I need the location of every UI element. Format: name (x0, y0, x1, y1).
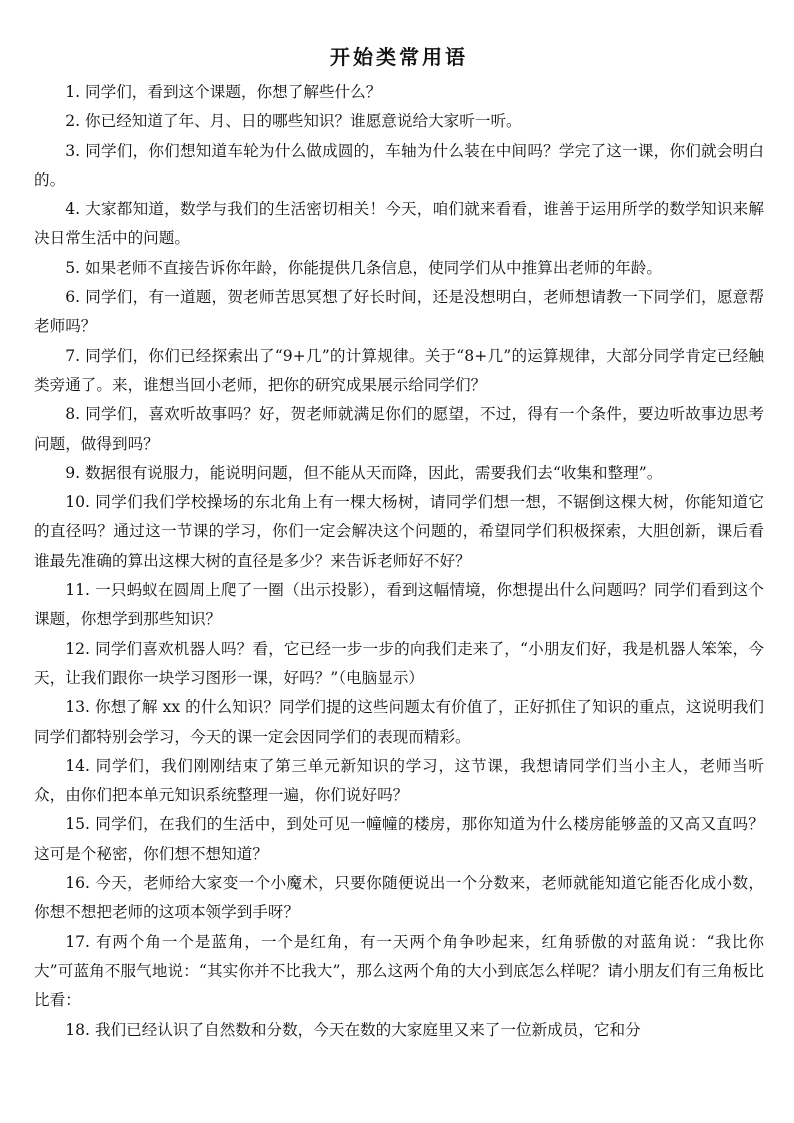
list-item: 11. 一只蚂蚁在圆周上爬了一圈（出示投影），看到这幅情境，你想提出什么问题吗？同学们看到这个课题，你想学到那些知识？ (34, 581, 764, 629)
page-title: 开始类常用语 (330, 45, 468, 69)
list-item: 16. 今天，老师给大家变一个小魔术，只要你随便说出一个分数来，老师就能知道它能否化成小数，你想不想把老师的这项本领学到手呀？ (34, 874, 764, 922)
list-item: 10. 同学们我们学校操场的东北角上有一棵大杨树，请同学们想一想，不锯倒这棵大树，你能知道它的直径吗？通过这一节课的学习，你们一定会解决这个问题的，希望同学们积极探索，大胆创新，课后看谁最先准确的算出这棵大树的直径是多少？来告诉老师好不好？ (34, 493, 764, 570)
list-item: 12. 同学们喜欢机器人吗？看，它已经一步一步的向我们走来了，“小朋友们好，我是机器人笨笨，今天，让我们跟你一块学习图形一课，好吗？”（电脑显示） (34, 639, 764, 687)
list-item: 9. 数据很有说服力，能说明问题，但不能从天而降，因此，需要我们去“收集和整理”。 (65, 463, 663, 482)
list-item: 14. 同学们，我们刚刚结束了第三单元新知识的学习，这节课，我想请同学们当小主人，老师当听众，由你们把本单元知识系统整理一遍，你们说好吗？ (34, 756, 764, 805)
list-item: 8. 同学们，喜欢听故事吗？好，贺老师就满足你们的愿望，不过，得有一个条件，要边听故事边思考问题，做得到吗？ (34, 405, 764, 453)
list-item: 13. 你想了解 xx 的什么知识？同学们提的这些问题太有价值了，正好抓住了知识的重点，这说明我们同学们都特别会学习，今天的课一定会因同学们的表现而精彩。 (34, 698, 764, 746)
list-item: 1. 同学们，看到这个课题，你想了解些什么？ (65, 83, 382, 101)
list-item: 6. 同学们，有一道题，贺老师苦思冥想了好长时间，还是没想明白，老师想请教一下同学们，愿意帮老师吗？ (34, 288, 764, 336)
list-item: 18. 我们已经认识了自然数和分数，今天在数的大家庭里又来了一位新成员，它和分 (65, 1020, 641, 1039)
phrase-list (34, 78, 764, 1045)
list-item: 4. 大家都知道，数学与我们的生活密切相关！今天，咱们就来看看，谁善于运用所学的数学知识来解决日常生活中的问题。 (34, 200, 764, 248)
list-item: 5. 如果老师不直接告诉你年龄，你能提供几条信息，使同学们从中推算出老师的年龄。 (65, 258, 662, 277)
list-item: 3. 同学们，你们想知道车轮为什么做成圆的，车轴为什么装在中间吗？学完了这一课，你们就会明白的。 (34, 141, 764, 189)
list-item: 17. 有两个角一个是蓝角，一个是红角，有一天两个角争吵起来，红角骄傲的对蓝角说：“我比你大”可蓝角不服气地说：“其实你并不比我大”，那么这两个角的大小到底怎么样呢？请小朋友们有三角板比比看： (34, 932, 764, 1010)
list-item: 15. 同学们，在我们的生活中，到处可见一幢幢的楼房，那你知道为什么楼房能够盖的又高又直吗？这可是个秘密，你们想不想知道？ (34, 815, 764, 863)
list-item: 7. 同学们，你们已经探索出了“9+几”的计算规律。关于“8+几”的运算规律，大部分同学肯定已经触类旁通了。来，谁想当回小老师，把你的研究成果展示给同学们？ (34, 346, 764, 394)
list-item: 2. 你已经知道了年、月、日的哪些知识？谁愿意说给大家听一听。 (65, 112, 522, 131)
